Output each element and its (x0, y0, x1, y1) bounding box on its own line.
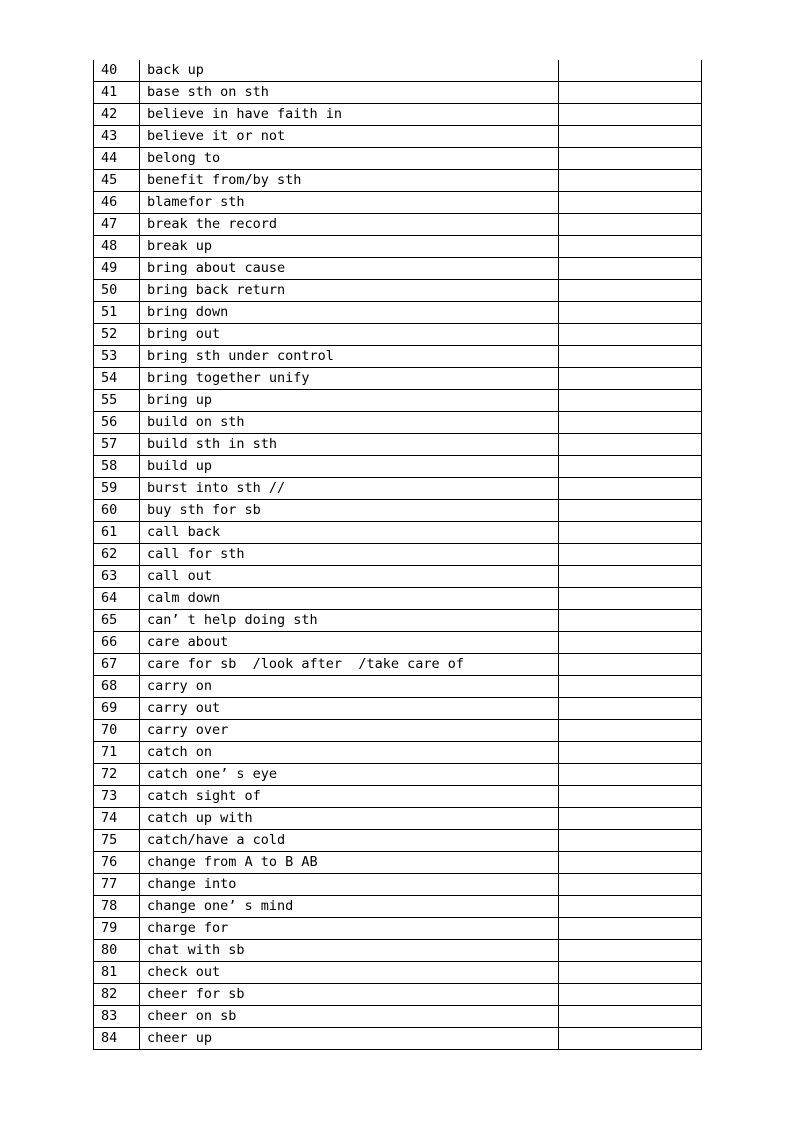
row-number: 67 (94, 654, 140, 676)
phrase-cell: build on sth (140, 412, 559, 434)
table-row (94, 324, 702, 346)
phrase-cell: bring sth under control (140, 346, 559, 368)
answer-cell (559, 786, 702, 808)
answer-cell (559, 412, 702, 434)
phrase-cell: call out (140, 566, 559, 588)
row-number: 47 (94, 214, 140, 236)
phrase-cell: bring back return (140, 280, 559, 302)
phrase-cell: cheer for sb (140, 984, 559, 1006)
phrase-cell: blamefor sth (140, 192, 559, 214)
phrase-cell: call back (140, 522, 559, 544)
table-row (94, 214, 702, 236)
row-number: 58 (94, 456, 140, 478)
phrase-cell: catch/have a cold (140, 830, 559, 852)
row-number: 54 (94, 368, 140, 390)
table-row (94, 60, 702, 82)
phrase-cell: call for sth (140, 544, 559, 566)
phrase-cell: change one’ s mind (140, 896, 559, 918)
phrase-cell: bring together unify (140, 368, 559, 390)
phrase-cell: charge for (140, 918, 559, 940)
row-number: 65 (94, 610, 140, 632)
row-number: 63 (94, 566, 140, 588)
answer-cell (559, 962, 702, 984)
answer-cell (559, 1028, 702, 1050)
table-row (94, 918, 702, 940)
answer-cell (559, 390, 702, 412)
phrase-cell: care about (140, 632, 559, 654)
table-row (94, 1006, 702, 1028)
phrase-cell: bring about cause (140, 258, 559, 280)
answer-cell (559, 852, 702, 874)
answer-cell (559, 280, 702, 302)
phrase-cell: carry on (140, 676, 559, 698)
row-number: 68 (94, 676, 140, 698)
table-row (94, 82, 702, 104)
phrase-cell: break up (140, 236, 559, 258)
answer-cell (559, 236, 702, 258)
phrase-cell: benefit from/by sth (140, 170, 559, 192)
table-row (94, 148, 702, 170)
phrase-cell: believe it or not (140, 126, 559, 148)
answer-cell (559, 830, 702, 852)
row-number: 77 (94, 874, 140, 896)
answer-cell (559, 500, 702, 522)
answer-cell (559, 478, 702, 500)
answer-cell (559, 126, 702, 148)
answer-cell (559, 698, 702, 720)
phrase-table-body (94, 60, 702, 1050)
table-row (94, 830, 702, 852)
phrase-cell: cheer on sb (140, 1006, 559, 1028)
answer-cell (559, 654, 702, 676)
row-number: 69 (94, 698, 140, 720)
table-row (94, 302, 702, 324)
phrase-cell: build up (140, 456, 559, 478)
row-number: 75 (94, 830, 140, 852)
phrase-table (93, 60, 702, 1050)
answer-cell (559, 214, 702, 236)
phrase-cell: carry over (140, 720, 559, 742)
table-row (94, 632, 702, 654)
table-row (94, 786, 702, 808)
table-row (94, 610, 702, 632)
row-number: 84 (94, 1028, 140, 1050)
row-number: 70 (94, 720, 140, 742)
answer-cell (559, 896, 702, 918)
row-number: 46 (94, 192, 140, 214)
table-row (94, 280, 702, 302)
row-number: 72 (94, 764, 140, 786)
row-number: 42 (94, 104, 140, 126)
phrase-cell: believe in have faith in (140, 104, 559, 126)
phrase-cell: build sth in sth (140, 434, 559, 456)
row-number: 80 (94, 940, 140, 962)
phrase-cell: catch up with (140, 808, 559, 830)
answer-cell (559, 984, 702, 1006)
phrase-cell: can’ t help doing sth (140, 610, 559, 632)
row-number: 49 (94, 258, 140, 280)
table-row (94, 192, 702, 214)
answer-cell (559, 192, 702, 214)
answer-cell (559, 1006, 702, 1028)
table-row (94, 940, 702, 962)
table-row (94, 390, 702, 412)
row-number: 79 (94, 918, 140, 940)
table-row (94, 654, 702, 676)
answer-cell (559, 60, 702, 82)
answer-cell (559, 676, 702, 698)
phrase-cell: chat with sb (140, 940, 559, 962)
phrase-cell: back up (140, 60, 559, 82)
row-number: 62 (94, 544, 140, 566)
table-row (94, 808, 702, 830)
phrase-cell: cheer up (140, 1028, 559, 1050)
phrase-cell: burst into sth // (140, 478, 559, 500)
answer-cell (559, 368, 702, 390)
table-row (94, 566, 702, 588)
row-number: 48 (94, 236, 140, 258)
answer-cell (559, 720, 702, 742)
row-number: 40 (94, 60, 140, 82)
table-row (94, 764, 702, 786)
table-row (94, 104, 702, 126)
row-number: 66 (94, 632, 140, 654)
answer-cell (559, 874, 702, 896)
row-number: 51 (94, 302, 140, 324)
phrase-cell: bring out (140, 324, 559, 346)
row-number: 44 (94, 148, 140, 170)
answer-cell (559, 170, 702, 192)
row-number: 71 (94, 742, 140, 764)
row-number: 50 (94, 280, 140, 302)
answer-cell (559, 148, 702, 170)
table-row (94, 544, 702, 566)
table-row (94, 456, 702, 478)
table-row (94, 874, 702, 896)
row-number: 53 (94, 346, 140, 368)
table-row (94, 500, 702, 522)
answer-cell (559, 302, 702, 324)
row-number: 81 (94, 962, 140, 984)
table-row (94, 720, 702, 742)
row-number: 83 (94, 1006, 140, 1028)
table-row (94, 852, 702, 874)
table-row (94, 742, 702, 764)
table-row (94, 412, 702, 434)
phrase-cell: catch sight of (140, 786, 559, 808)
row-number: 45 (94, 170, 140, 192)
phrase-cell: bring up (140, 390, 559, 412)
phrase-cell: check out (140, 962, 559, 984)
phrase-cell: break the record (140, 214, 559, 236)
phrase-cell: belong to (140, 148, 559, 170)
row-number: 73 (94, 786, 140, 808)
table-row (94, 522, 702, 544)
answer-cell (559, 588, 702, 610)
row-number: 43 (94, 126, 140, 148)
phrase-cell: change from A to B AB (140, 852, 559, 874)
phrase-cell: bring down (140, 302, 559, 324)
row-number: 82 (94, 984, 140, 1006)
table-row (94, 478, 702, 500)
phrase-cell: catch one’ s eye (140, 764, 559, 786)
answer-cell (559, 566, 702, 588)
phrase-cell: carry out (140, 698, 559, 720)
table-row (94, 258, 702, 280)
row-number: 60 (94, 500, 140, 522)
table-row (94, 676, 702, 698)
table-row (94, 984, 702, 1006)
answer-cell (559, 742, 702, 764)
row-number: 56 (94, 412, 140, 434)
table-row (94, 1028, 702, 1050)
answer-cell (559, 544, 702, 566)
answer-cell (559, 324, 702, 346)
row-number: 74 (94, 808, 140, 830)
row-number: 59 (94, 478, 140, 500)
answer-cell (559, 456, 702, 478)
answer-cell (559, 808, 702, 830)
answer-cell (559, 918, 702, 940)
table-row (94, 346, 702, 368)
phrase-cell: catch on (140, 742, 559, 764)
answer-cell (559, 346, 702, 368)
table-row (94, 170, 702, 192)
table-row (94, 962, 702, 984)
row-number: 61 (94, 522, 140, 544)
table-row (94, 698, 702, 720)
answer-cell (559, 104, 702, 126)
row-number: 64 (94, 588, 140, 610)
row-number: 78 (94, 896, 140, 918)
answer-cell (559, 764, 702, 786)
phrase-cell: base sth on sth (140, 82, 559, 104)
table-row (94, 368, 702, 390)
answer-cell (559, 522, 702, 544)
row-number: 55 (94, 390, 140, 412)
row-number: 52 (94, 324, 140, 346)
table-row (94, 236, 702, 258)
phrase-cell: care for sb /look after /take care of (140, 654, 559, 676)
answer-cell (559, 940, 702, 962)
table-row (94, 434, 702, 456)
phrase-cell: calm down (140, 588, 559, 610)
phrase-cell: change into (140, 874, 559, 896)
answer-cell (559, 258, 702, 280)
phrase-cell: buy sth for sb (140, 500, 559, 522)
table-row (94, 126, 702, 148)
answer-cell (559, 82, 702, 104)
row-number: 57 (94, 434, 140, 456)
table-row (94, 588, 702, 610)
answer-cell (559, 434, 702, 456)
table-row (94, 896, 702, 918)
row-number: 76 (94, 852, 140, 874)
row-number: 41 (94, 82, 140, 104)
answer-cell (559, 632, 702, 654)
answer-cell (559, 610, 702, 632)
